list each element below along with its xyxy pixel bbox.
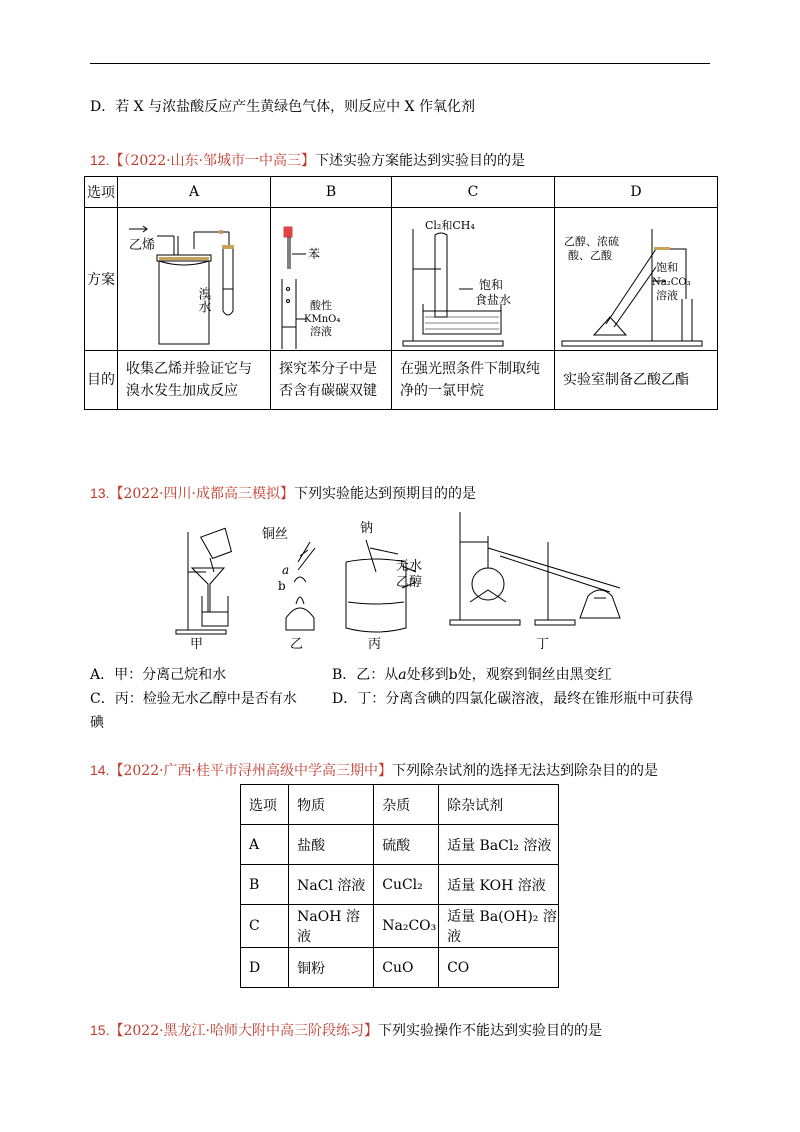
- fig-yi-cu-label: 铜丝: [262, 527, 289, 542]
- q12-source: 【（2022·山东·邹城市一中高三】: [109, 153, 315, 169]
- q14-row-a: A 盐酸 硫酸 适量 BaCl₂ 溶液: [241, 825, 559, 865]
- q12-scheme-label: 方案: [85, 208, 118, 351]
- q14-source: 【2022·广西·桂平市浔州高级中学高三期中】: [109, 763, 392, 779]
- q15-stem: 下列实验操作不能达到实验目的的是: [378, 1023, 602, 1039]
- q12-number: 12.: [90, 152, 110, 168]
- q12-fig-b-cell: [271, 208, 392, 351]
- q12-fig-d-cell: [555, 208, 718, 351]
- q12-scheme-row: [85, 208, 718, 351]
- fig-d-left-2: 酸、乙酸: [568, 249, 612, 262]
- q14-h0: 选项: [241, 785, 289, 825]
- q14-table: [240, 784, 559, 988]
- caption-yi: 乙: [290, 637, 304, 652]
- fig-d-right-2: Na₂CO₃: [652, 277, 691, 288]
- q12-goal-row: [85, 351, 718, 410]
- q13-number: 13.: [90, 485, 110, 501]
- fig-d-ester-setup: [556, 209, 716, 349]
- svg-text:溴水: 溴水: [195, 287, 211, 313]
- fig-yi-a-label: a: [282, 563, 290, 577]
- q13-option-tail: 碘: [90, 715, 104, 731]
- q14-header-row: [241, 785, 559, 825]
- q13-option-b: B．乙：从a处移到b处，观察到铜丝由黑变红: [332, 667, 612, 683]
- q14-row-d: D 铜粉 CuO CO: [241, 948, 559, 988]
- q12-fig-a-cell: [118, 208, 271, 351]
- fig-d-right-1: 饱和: [656, 261, 678, 274]
- caption-bing: 丙: [368, 637, 382, 652]
- q12-goal-d: 实验室制备乙酸乙酯: [555, 351, 718, 410]
- q12-h3: C: [392, 177, 555, 208]
- q12-goal-b: 探究苯分子中是否含有碳碳双键: [271, 351, 392, 410]
- q13-stem: 下列实验能达到预期目的的是: [294, 486, 476, 502]
- q14-h3: 除杂试剂: [439, 785, 559, 825]
- q13-option-a: A．甲：分离己烷和水: [90, 667, 227, 683]
- q12-fig-c-cell: [392, 208, 555, 351]
- q14-stem: 下列除杂试剂的选择无法达到除杂目的的是: [392, 763, 658, 779]
- fig-b-label-3: 溶液: [310, 325, 332, 338]
- fig-a-gas-wash-bottle: [119, 209, 269, 349]
- q15-title: [90, 1020, 602, 1040]
- fig-b-top-label: 苯: [308, 247, 321, 261]
- fig-d-right-3: 溶液: [656, 289, 678, 302]
- q14-number: 14.: [90, 762, 110, 778]
- fig-c-gas-label: Cl₂和CH₄: [425, 219, 475, 232]
- fig-ding: [450, 512, 620, 625]
- fig-jia: [176, 528, 233, 634]
- fig-a-gas-label: 乙烯: [129, 238, 156, 253]
- fig-bing-na-label: 钠: [360, 521, 374, 536]
- prev-option-d: D．若 X 与浓盐酸反应产生黄绿色气体，则反应中 X 作氧化剂: [90, 99, 475, 115]
- fig-bing-eth-2: 乙醇: [396, 575, 423, 590]
- q12-table: [84, 176, 718, 410]
- q12-goal-label: 目的: [85, 351, 118, 410]
- q15-number: 15.: [90, 1022, 110, 1038]
- fig-c-gas-cylinder: [393, 209, 553, 349]
- q12-h4: D: [555, 177, 718, 208]
- fig-b-label-2: KMnO₄: [304, 314, 341, 325]
- q14-h1: 物质: [289, 785, 374, 825]
- q12-h0: 选项: [85, 177, 118, 208]
- fig-bing-eth-1: 无水: [396, 559, 423, 574]
- q12-header-row: [85, 177, 718, 208]
- header-rule: [90, 63, 710, 64]
- fig-yi-b-label: b: [278, 579, 286, 593]
- fig-yi: [286, 542, 315, 630]
- fig-d-left-1: 乙醇、浓硫: [564, 235, 619, 248]
- q12-h1: A: [118, 177, 271, 208]
- q12-goal-c: 在强光照条件下制取纯净的一氯甲烷: [392, 351, 555, 410]
- fig-b-label-1: 酸性: [310, 299, 332, 312]
- q13-source: 【2022·四川·成都高三模拟】: [109, 486, 294, 502]
- caption-jia: 甲: [190, 637, 204, 652]
- q14-row-c: C NaOH 溶液 Na₂CO₃ 适量 Ba(OH)₂ 溶液: [241, 905, 559, 948]
- q13-figures: [170, 512, 640, 652]
- q14-h2: 杂质: [374, 785, 439, 825]
- q12-title: [90, 150, 525, 170]
- fig-c-liquid-2: 食盐水: [475, 293, 512, 307]
- q14-row-b: B NaCl 溶液 CuCl₂ 适量 KOH 溶液: [241, 865, 559, 905]
- q15-source: 【2022·黑龙江·哈师大附中高三阶段练习】: [109, 1023, 378, 1039]
- q14-title: [90, 760, 658, 780]
- caption-ding: 丁: [536, 637, 550, 652]
- q13-title: [90, 483, 476, 503]
- q12-stem: 下述实验方案能达到实验目的的是: [315, 153, 525, 169]
- q13-option-d: D．丁：分离含碘的四氯化碳溶液，最终在锥形瓶中可获得: [332, 691, 694, 707]
- q12-goal-a: 收集乙烯并验证它与溴水发生加成反应: [118, 351, 271, 410]
- q13-option-c: C．丙：检验无水乙醇中是否有水: [90, 691, 297, 707]
- fig-b-dropper-tube: [272, 209, 390, 349]
- fig-c-liquid-1: 饱和: [479, 278, 504, 292]
- fig-a-reagent-label: [196, 287, 212, 313]
- q12-h2: B: [271, 177, 392, 208]
